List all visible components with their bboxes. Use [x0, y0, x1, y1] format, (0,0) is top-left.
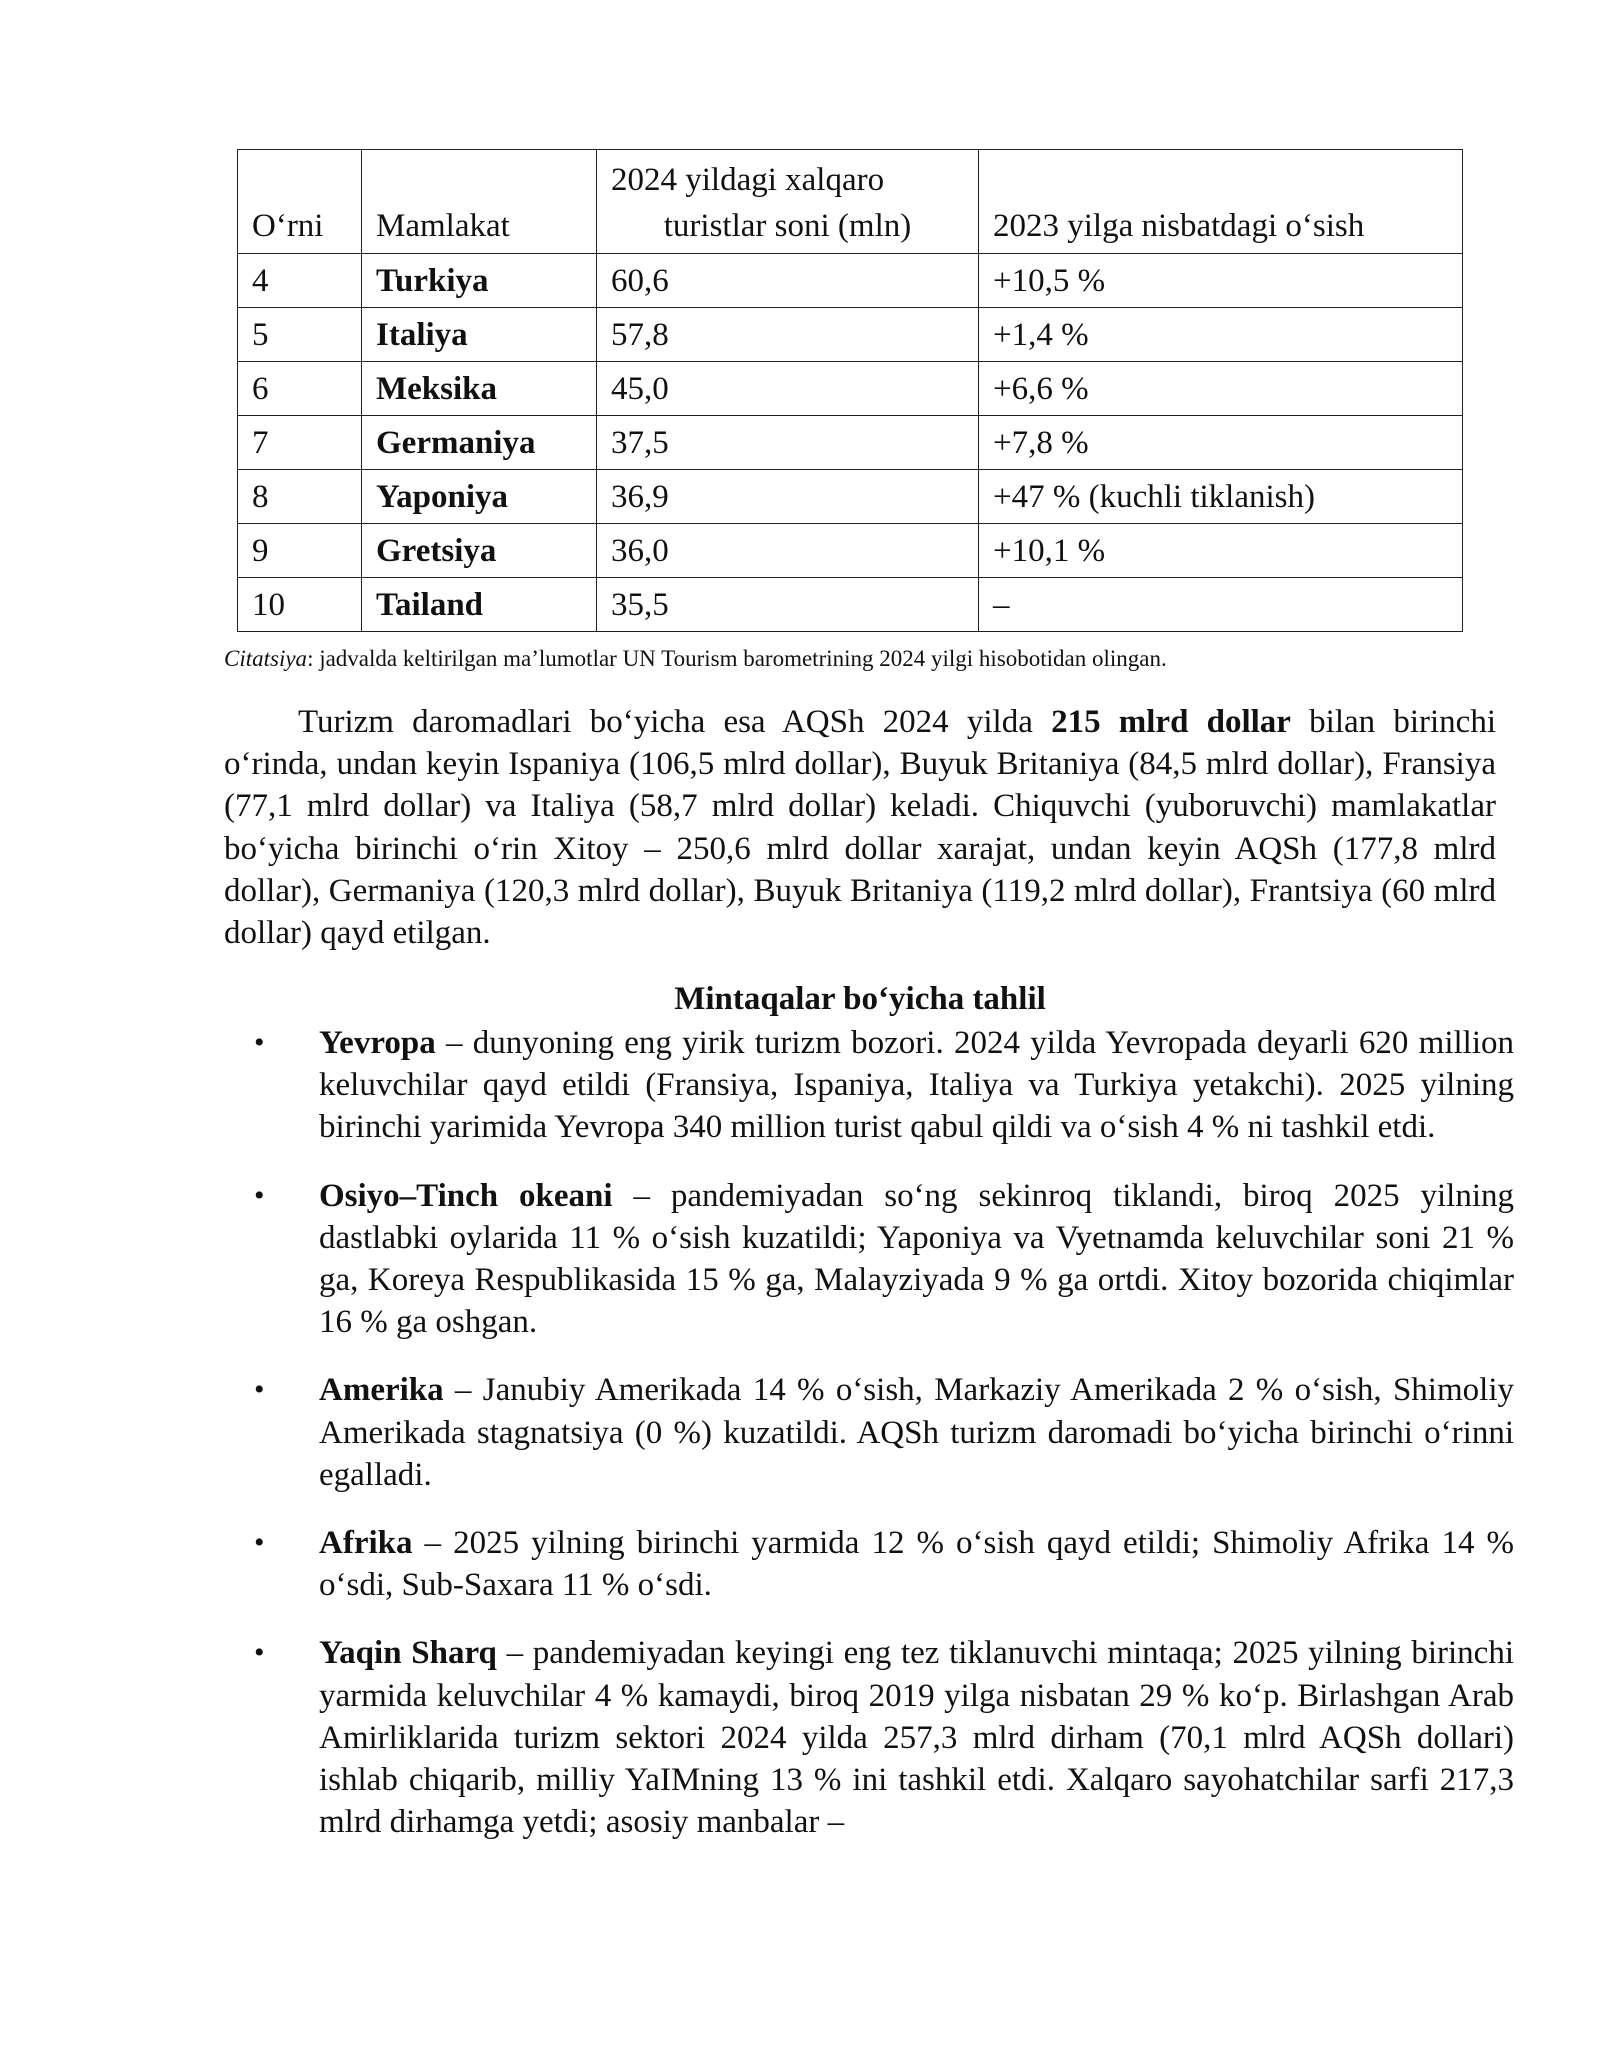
region-text: – Janubiy Amerikada 14 % o‘sish, Markaziy Amerikada 2 % o‘sish, Shimoliy Amerikada stagnatsiya (0 %) kuzatildi. AQSh turizm daromadi bo‘yicha birinchi o‘rinni egalladi. — [319, 1372, 1514, 1493]
cell-arrivals: 36,9 — [597, 470, 979, 524]
paragraph-part2: bilan birinchi o‘rinda, undan keyin Ispaniya (106,5 mlrd dollar), Buyuk Britaniya (84,5 mlrd dollar), Fransiya (77,1 mlrd dollar) va Italiya (58,7 mlrd dollar) keladi. Chiquvchi (yuboruvchi) mamlakatlar bo‘yicha birinchi o‘rin Xitoy – 250,6 mlrd dollar xarajat, undan keyin AQSh (177,8 mlrd dollar), Germaniya (120,3 mlrd dollar), Buyuk Britaniya (119,2 mlrd dollar), Frantsiya (60 mlrd dollar) qayd etilgan. — [224, 704, 1496, 952]
cell-rank: 4 — [238, 254, 362, 308]
table-row — [238, 578, 1463, 632]
table-row — [238, 524, 1463, 578]
paragraph-part1: Turizm daromadlari bo‘yicha esa AQSh 2024 yilda — [298, 704, 1052, 740]
table-citation — [224, 644, 1504, 674]
region-term: Yaqin Sharq — [319, 1635, 497, 1672]
cell-country: Italiya — [362, 308, 597, 362]
citation-label: Citatsiya — [224, 646, 308, 671]
header-growth: 2023 yilga nisbatdagi o‘sish — [979, 150, 1463, 254]
cell-growth: +7,8 % — [979, 416, 1463, 470]
cell-country: Tailand — [362, 578, 597, 632]
bullet-icon: • — [254, 1178, 265, 1212]
cell-arrivals: 57,8 — [597, 308, 979, 362]
list-item-americas — [224, 1369, 1514, 1496]
cell-arrivals: 36,0 — [597, 524, 979, 578]
cell-country: Meksika — [362, 362, 597, 416]
cell-country: Turkiya — [362, 254, 597, 308]
table-header-row — [238, 150, 1463, 254]
regions-list — [224, 1022, 1514, 1869]
cell-growth: +6,6 % — [979, 362, 1463, 416]
cell-growth: +1,4 % — [979, 308, 1463, 362]
table-row — [238, 362, 1463, 416]
table-row — [238, 254, 1463, 308]
table-row — [238, 416, 1463, 470]
cell-growth: +10,1 % — [979, 524, 1463, 578]
cell-growth: – — [979, 578, 1463, 632]
bullet-icon: • — [254, 1526, 265, 1560]
header-country: Mamlakat — [362, 150, 597, 254]
region-text: – dunyoning eng yirik turizm bozori. 2024 yilda Yevropada deyarli 620 million keluvchilar qayd etildi (Fransiya, Ispaniya, Italiya va Turkiya yetakchi). 2025 yilning birinchi yarimida Yevropa 340 million turist qabul qildi va o‘sish 4 % ni tashkil etdi. — [319, 1025, 1514, 1146]
cell-rank: 10 — [238, 578, 362, 632]
table-row — [238, 470, 1463, 524]
cell-country: Yaponiya — [362, 470, 597, 524]
cell-rank: 9 — [238, 524, 362, 578]
cell-rank: 5 — [238, 308, 362, 362]
tourism-arrivals-table — [237, 149, 1463, 632]
cell-country: Germaniya — [362, 416, 597, 470]
bullet-icon: • — [254, 1636, 265, 1670]
header-arrivals-line2: turistlar soni (mln) — [663, 208, 912, 244]
paragraph-bold: 215 mlrd dollar — [1051, 704, 1291, 740]
region-text: – 2025 yilning birinchi yarmida 12 % o‘sish qayd etildi; Shimoliy Afrika 14 % o‘sdi, Sub-Saxara 11 % o‘sdi. — [319, 1525, 1514, 1604]
region-term: Osiyo–Tinch okeani — [319, 1177, 613, 1214]
list-item-asia-pacific — [224, 1175, 1514, 1344]
region-term: Amerika — [319, 1372, 444, 1409]
bullet-icon: • — [254, 1373, 265, 1407]
region-text: – pandemiyadan so‘ng sekinroq tiklandi, biroq 2025 yilning dastlabki oylarida 11 % o‘sish kuzatildi; Yaponiya va Vyetnamda keluvchilar soni 21 % ga, Koreya Respublikasida 15 % ga, Malayziyada 9 % ga ortdi. Xitoy bozorida chiqimlar 16 % ga oshgan. — [319, 1177, 1515, 1341]
list-item-africa — [224, 1522, 1514, 1606]
region-term: Afrika — [319, 1525, 413, 1562]
region-term: Yevropa — [319, 1025, 436, 1061]
cell-rank: 7 — [238, 416, 362, 470]
header-rank: O‘rni — [238, 150, 362, 254]
revenue-paragraph — [224, 701, 1496, 954]
cell-growth: +10,5 % — [979, 254, 1463, 308]
section-heading: Mintaqalar bo‘yicha tahlil — [674, 981, 1046, 1017]
cell-country: Gretsiya — [362, 524, 597, 578]
region-text: – pandemiyadan keyingi eng tez tiklanuvchi mintaqa; 2025 yilning birinchi yarmida keluvchilar 4 % kamaydi, biroq 2019 yilga nisbatan 29 % ko‘p. Birlashgan Arab Amirliklarida turizm sektori 2024 yilda 257,3 mlrd dirham (70,1 mlrd AQSh dollari) ishlab chiqarib, milliy YaIMning 13 % ini tashkil etdi. Xalqaro sayohatchilar sarfi 217,3 mlrd dirhamga yetdi; asosiy manbalar – — [319, 1635, 1514, 1841]
header-arrivals-line1: 2024 yildagi xalqaro — [611, 162, 885, 198]
cell-arrivals: 35,5 — [597, 578, 979, 632]
bullet-icon: • — [254, 1026, 265, 1059]
cell-arrivals: 60,6 — [597, 254, 979, 308]
citation-text: : jadvalda keltirilgan ma’lumotlar UN Tourism barometrining 2024 yilgi hisobotidan olingan. — [307, 646, 1167, 671]
header-arrivals — [597, 150, 979, 254]
table-row — [238, 308, 1463, 362]
list-item-middle-east — [224, 1632, 1514, 1843]
cell-rank: 8 — [238, 470, 362, 524]
cell-arrivals: 45,0 — [597, 362, 979, 416]
cell-growth: +47 % (kuchli tiklanish) — [979, 470, 1463, 524]
cell-rank: 6 — [238, 362, 362, 416]
list-item-europe — [224, 1022, 1514, 1149]
cell-arrivals: 37,5 — [597, 416, 979, 470]
